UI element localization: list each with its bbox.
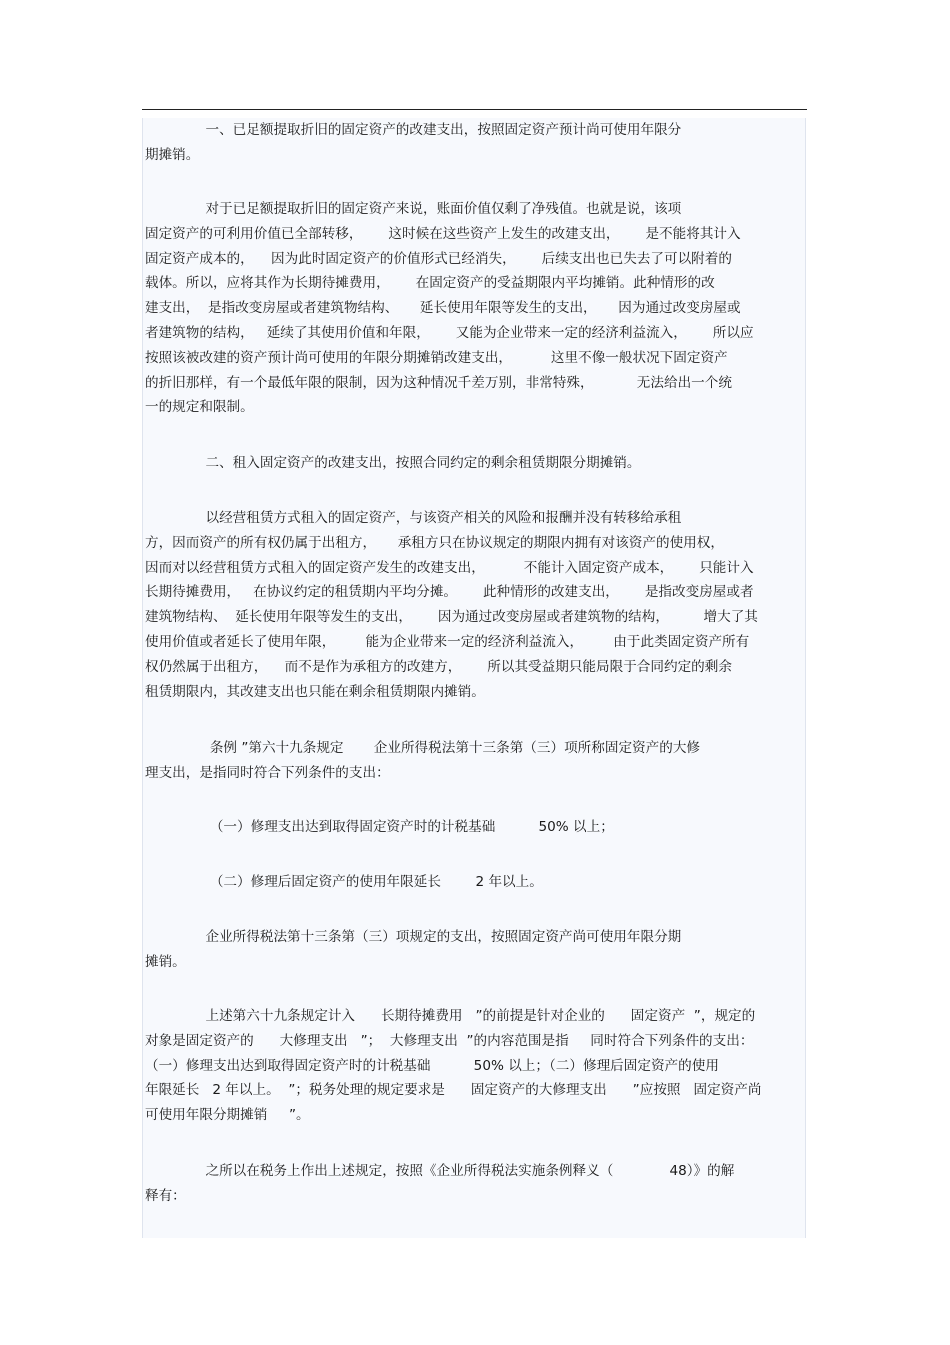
text-line: 固定资产成本的， 因为此时固定资产的价值形式已经消失， 后续支出也已失去了可以附着的 [145, 250, 732, 267]
text-line: 之所以在税务上作出上述规定，按照《企业所得税法实施条例释义（ 48）》的解 [145, 1163, 735, 1179]
text-line: （一）修理支出达到取得固定资产时的计税基础 50% 以上；（二）修理后固定资产的使用 [145, 1057, 719, 1074]
text-line: 可使用年限分期摊销 ”。 [145, 1107, 310, 1124]
text-line: （二）修理后固定资产的使用年限延长 2 年以上。 [145, 874, 543, 890]
text-line: （一）修理支出达到取得固定资产时的计税基础 50% 以上； [145, 819, 614, 835]
text-line: 按照该被改建的资产预计尚可使用的年限分期摊销改建支出， 这里不像一般状况下固定资产 [145, 349, 728, 366]
text-line: 建支出， 是指改变房屋或者建筑物结构、 延长使用年限等发生的支出， 因为通过改变房屋或 [145, 300, 741, 317]
text-line: 企业所得税法第十三条第（三）项规定的支出，按照固定资产尚可使用年限分期 [145, 929, 682, 945]
paragraph-1 [145, 118, 805, 168]
text-line: 使用价值或者延长了使用年限， 能为企业带来一定的经济利益流入， 由于此类固定资产所有 [145, 633, 750, 650]
text-line: 期摊销。 [145, 146, 200, 163]
paragraph-9 [145, 1004, 805, 1128]
text-line: 释有： [145, 1187, 186, 1204]
paragraph-2 [145, 197, 805, 420]
text-line: 长期待摊费用， 在协议约定的租赁期内平均分摊。 此种情形的改建支出， 是指改变房屋或者 [145, 584, 754, 601]
paragraph-10 [145, 1159, 805, 1209]
text-line: 权仍然属于出租方， 而不是作为承租方的改建方， 所以其受益期只能局限于合同约定的剩余 [145, 658, 732, 675]
text-line: 建筑物结构、 延长使用年限等发生的支出， 因为通过改变房屋或者建筑物的结构， 增大了其 [145, 609, 758, 626]
text-line: 条例 ”第六十九条规定 企业所得税法第十三条第（三）项所称固定资产的大修 [145, 740, 701, 756]
text-line: 载体。所以，应将其作为长期待摊费用， 在固定资产的受益期限内平均摊销。此种情形的改 [145, 275, 715, 292]
text-line: 理支出，是指同时符合下列条件的支出： [145, 764, 390, 781]
text-line: 二、租入固定资产的改建支出，按照合同约定的剩余租赁期限分期摊销。 [145, 455, 641, 471]
text-line: 租赁期限内，其改建支出也只能在剩余租赁期限内摊销。 [145, 683, 485, 700]
paragraph-4 [145, 506, 805, 704]
paragraph-7 [145, 870, 805, 895]
text-line: 摊销。 [145, 953, 186, 970]
text-line: 一、已足额提取折旧的固定资产的改建支出，按照固定资产预计尚可使用年限分 [145, 122, 682, 138]
text-line: 的折旧那样，有一个最低年限的限制，因为这种情况千差万别，非常特殊， 无法给出一个统 [145, 374, 732, 391]
text-line: 方，因而资产的所有权仍属于出租方， 承租方只在协议规定的期限内拥有对该资产的使用权， [145, 534, 724, 551]
text-line: 因而对以经营租赁方式租入的固定资产发生的改建支出， 不能计入固定资产成本， 只能计入 [145, 559, 754, 576]
text-line: 以经营租赁方式租入的固定资产，与该资产相关的风险和报酬并没有转移给承租 [145, 510, 682, 526]
paragraph-6 [145, 815, 805, 840]
paragraph-3 [145, 451, 805, 476]
text-line: 对象是固定资产的 大修理支出 ”； 大修理支出 ”的内容范围是指 同时符合下列条件的支出： [145, 1032, 754, 1049]
paragraph-8 [145, 925, 805, 975]
paragraph-5 [145, 736, 805, 786]
text-line: 一的规定和限制。 [145, 399, 254, 416]
text-line: 固定资产的可利用价值已全部转移， 这时候在这些资产上发生的改建支出， 是不能将其计入 [145, 225, 741, 242]
text-line: 上述第六十九条规定计入 长期待摊费用 ”的前提是针对企业的 固定资产 ”，规定的 [145, 1008, 756, 1024]
text-line: 年限延长 2 年以上。 ”；税务处理的规定要求是 固定资产的大修理支出 ”应按照 固定资产尚 [145, 1082, 762, 1099]
header-rule [142, 109, 807, 110]
text-line: 对于已足额提取折旧的固定资产来说，账面价值仅剩了净残值。也就是说，该项 [145, 201, 682, 217]
text-line: 者建筑物的结构， 延续了其使用价值和年限， 又能为企业带来一定的经济利益流入， 所以应 [145, 324, 754, 341]
